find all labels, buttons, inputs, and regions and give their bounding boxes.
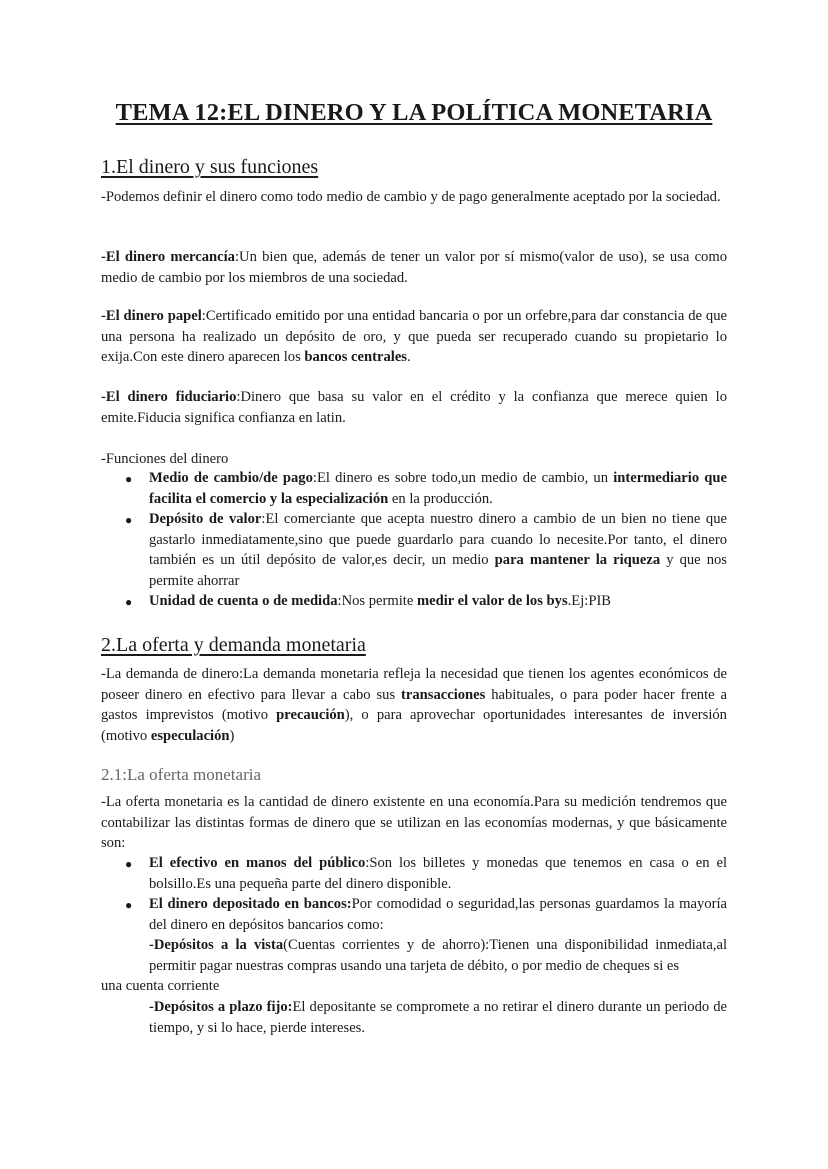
dinero-fiduciario-term: -El dinero fiduciario bbox=[101, 389, 237, 405]
bullet-icon: ● bbox=[125, 595, 133, 609]
bullet-icon: ● bbox=[125, 472, 133, 486]
bancos-centrales-term: bancos centrales bbox=[304, 349, 407, 365]
page-title: TEMA 12:EL DINERO Y LA POLÍTICA MONETARIA bbox=[115, 99, 713, 126]
list-item-emphasis: medir el valor de los bys bbox=[416, 593, 568, 609]
intro-paragraph: -Podemos definir el dinero como todo medio de cambio y de pago generalmente aceptado por la sociedad. bbox=[101, 189, 721, 205]
section-1-heading: 1.El dinero y sus funciones bbox=[101, 156, 319, 178]
depositos-vista-text: (Cuentas corrientes y de ahorro):Tienen una disponibilidad inmediata,al permitir pagar nuestras compras usando una tarjeta de débito, o por medio de cheques si es bbox=[149, 937, 727, 974]
list-item-unidad-de-cuenta bbox=[149, 591, 727, 612]
bullet-icon: ● bbox=[125, 898, 133, 912]
dinero-papel-end: . bbox=[406, 349, 411, 365]
list-item-text: en la producción. bbox=[388, 490, 493, 507]
list-item-dinero-depositado bbox=[149, 894, 727, 935]
especulacion-term: especulación bbox=[150, 727, 230, 744]
list-item-term: Medio de cambio/de pago bbox=[149, 470, 313, 486]
list-item-text: :El comerciante que acepta nuestro dinero a cambio de un bien no tiene que gastarlo inmediatamente,sino que puede guardarlo para cuando lo necesite.Por tanto, el dinero también es un útil depósito de valor,es decir, un medio bbox=[149, 511, 727, 568]
list-item-term: Unidad de cuenta o de medida bbox=[149, 593, 338, 609]
precaucion-term: precaución bbox=[276, 707, 345, 723]
dinero-papel-paragraph bbox=[101, 306, 727, 368]
list-item-text: :El dinero es sobre todo,un medio de cambio, un bbox=[312, 470, 614, 486]
depositos-vista-paragraph bbox=[149, 935, 727, 976]
demanda-text: -La demanda de dinero:La demanda monetaria refleja la necesidad que tienen los agentes económicos de poseer dinero en efectivo para llevar a cabo sus bbox=[101, 666, 727, 703]
section-2-heading: 2.La oferta y demanda monetaria bbox=[101, 634, 366, 656]
oferta-intro-paragraph: -La oferta monetaria es la cantidad de dinero existente en una economía.Para su medición tendremos que contabilizar las distintas formas de dinero que se utilizan en las economías modernas, y que básicamente son: bbox=[101, 794, 727, 851]
dinero-fiduciario-text: :Dinero que basa su valor en el crédito y la confianza que merece quien lo emite.Fiducia significa confianza en latin. bbox=[101, 389, 727, 426]
dinero-mercancia-paragraph bbox=[101, 247, 727, 288]
funciones-label: -Funciones del dinero bbox=[101, 451, 229, 467]
depositos-plazo-term: -Depósitos a plazo fijo: bbox=[149, 999, 293, 1015]
depositos-plazo-text: El depositante se compromete a no retirar el dinero durante un periodo de tiempo, y si lo hace, pierde intereses. bbox=[149, 999, 727, 1036]
demanda-text: ) bbox=[229, 727, 235, 744]
transacciones-term: transacciones bbox=[401, 686, 486, 703]
bullet-icon: ● bbox=[125, 513, 133, 527]
demanda-text: habituales, o para poder hacer frente a gastos imprevistos (motivo bbox=[101, 686, 727, 723]
depositos-vista-continuation: una cuenta corriente bbox=[101, 978, 220, 994]
depositos-plazo-paragraph bbox=[149, 997, 727, 1038]
dinero-mercancia-term: -El dinero mercancía bbox=[101, 249, 235, 265]
dinero-fiduciario-paragraph bbox=[101, 387, 727, 428]
dinero-papel-text: :Certificado emitido por una entidad bancaria o por un orfebre,para dar constancia de que una persona ha realizado un depósito de oro, y que pueda ser recuperado cuando su propietario lo exija.Con este dinero aparecen los bbox=[101, 308, 727, 365]
list-item-efectivo bbox=[149, 853, 727, 894]
list-item-emphasis: intermediario que facilita el comercio y la especialización bbox=[149, 470, 728, 507]
list-item-emphasis: para mantener la riqueza bbox=[494, 552, 661, 568]
demanda-text: ), o para aprovechar oportunidades interesantes de inversión (motivo bbox=[101, 707, 727, 744]
dinero-mercancia-text: :Un bien que, además de tener un valor por sí mismo(valor de uso), se usa como medio de cambio por los miembros de una sociedad. bbox=[101, 249, 727, 286]
list-item-text: :Nos permite bbox=[337, 593, 417, 609]
list-item-text: Por comodidad o seguridad,las personas guardamos la mayoría del dinero en depósitos bancarios como: bbox=[149, 896, 727, 933]
demanda-paragraph bbox=[101, 664, 727, 746]
list-item-text: :Son los billetes y monedas que tenemos en casa o en el bolsillo.Es una pequeña parte del dinero disponible. bbox=[149, 855, 727, 892]
list-item-term: El efectivo en manos del público bbox=[149, 855, 366, 871]
list-item-medio-de-cambio bbox=[149, 468, 727, 509]
list-item-term: El dinero depositado en bancos: bbox=[149, 896, 352, 912]
depositos-vista-term: -Depósitos a la vista bbox=[149, 937, 284, 953]
bullet-icon: ● bbox=[125, 857, 133, 871]
list-item-deposito-de-valor bbox=[149, 509, 727, 591]
dinero-papel-term: -El dinero papel bbox=[101, 308, 202, 324]
list-item-text: .Ej:PIB bbox=[567, 593, 612, 609]
list-item-term: Depósito de valor bbox=[149, 511, 262, 527]
subsection-2-1-heading: 2.1:La oferta monetaria bbox=[101, 765, 262, 784]
list-item-text: y que nos permite ahorrar bbox=[149, 552, 727, 589]
